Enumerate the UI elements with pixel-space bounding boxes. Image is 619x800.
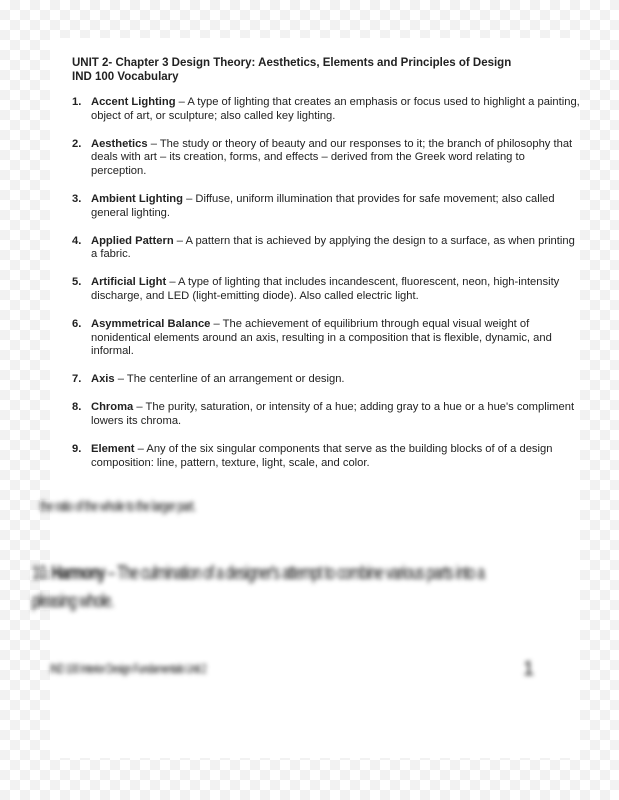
document-title: UNIT 2- Chapter 3 Design Theory: Aesthetics, Elements and Principles of Design bbox=[72, 57, 512, 69]
item-definition: – The achievement of equilibrium through equal visual weight of nonidentical elements around an axis, resulting in a composition that is flexible, dynamic, and informal. bbox=[91, 318, 552, 358]
list-item bbox=[72, 276, 582, 303]
item-definition: – The centerline of an arrangement or design. bbox=[114, 373, 345, 386]
item-term: Asymmetrical Balance bbox=[91, 318, 211, 331]
item-definition: – The study or theory of beauty and our responses to it; the branch of philosophy that deals with art – its creation, forms, and effects – derived from the Greek word relating to perception. bbox=[91, 137, 573, 177]
list-item bbox=[72, 96, 582, 123]
document-page bbox=[50, 38, 580, 758]
item-definition: – Diffuse, uniform illumination that provides for safe movement; also called general lighting. bbox=[91, 192, 555, 219]
document-header bbox=[72, 56, 572, 84]
item-definition: – A type of lighting that includes incandescent, fluorescent, neon, high-intensity discharge, and LED (light-emitting diode). Also called electric light. bbox=[91, 276, 560, 302]
item-number: 7. bbox=[72, 373, 82, 386]
item-term: Harmony bbox=[51, 563, 105, 584]
item-term: Artificial Light bbox=[91, 276, 167, 289]
item-definition: – The purity, saturation, or intensity of a hue; adding gray to a hue or a hue's compliment lowers its chroma. bbox=[91, 401, 575, 427]
item-term: Accent Lighting bbox=[91, 96, 176, 108]
list-item bbox=[72, 401, 582, 428]
item-number: 9. bbox=[72, 443, 82, 456]
item-number: 1. bbox=[72, 96, 82, 108]
item-term: Aesthetics bbox=[91, 137, 148, 150]
item-number: 3. bbox=[72, 192, 82, 205]
list-item bbox=[72, 443, 582, 470]
page-footer: IND 100 Interior Design Fundamentals Unit 2 bbox=[50, 661, 206, 676]
item-definition: – The culmination of a designer's attempt to combine various parts into a pleasing whole. bbox=[32, 563, 485, 612]
item-term: Chroma bbox=[91, 401, 134, 414]
item-term: Axis bbox=[91, 373, 115, 386]
page-number: 1 bbox=[523, 658, 535, 680]
blurred-text-line: the ratio of the whole to the larger part. bbox=[40, 498, 196, 515]
item-number: 10. bbox=[32, 563, 49, 584]
document-subtitle: IND 100 Vocabulary bbox=[72, 71, 179, 83]
vocabulary-list bbox=[72, 96, 582, 485]
item-definition: – Any of the six singular components that serve as the building blocks of of a design composition: line, pattern, texture, light, scale, and color. bbox=[91, 443, 553, 469]
item-term: Ambient Lighting bbox=[91, 192, 183, 205]
item-term: Applied Pattern bbox=[91, 234, 174, 247]
list-item bbox=[72, 235, 582, 262]
item-definition: – A type of lighting that creates an emphasis or focus used to highlight a painting, object of art, or sculpture; also called key lighting. bbox=[91, 96, 580, 122]
list-item bbox=[72, 373, 582, 387]
list-item bbox=[72, 138, 582, 179]
item-number: 6. bbox=[72, 318, 82, 331]
item-number: 8. bbox=[72, 401, 82, 414]
item-number: 5. bbox=[72, 276, 82, 289]
item-number: 4. bbox=[72, 234, 82, 247]
list-item bbox=[72, 193, 582, 220]
list-item bbox=[72, 318, 582, 359]
item-term: Element bbox=[91, 443, 135, 456]
item-number: 2. bbox=[72, 137, 82, 150]
item-definition: – A pattern that is achieved by applying the design to a surface, as when printing a fabric. bbox=[91, 234, 575, 261]
